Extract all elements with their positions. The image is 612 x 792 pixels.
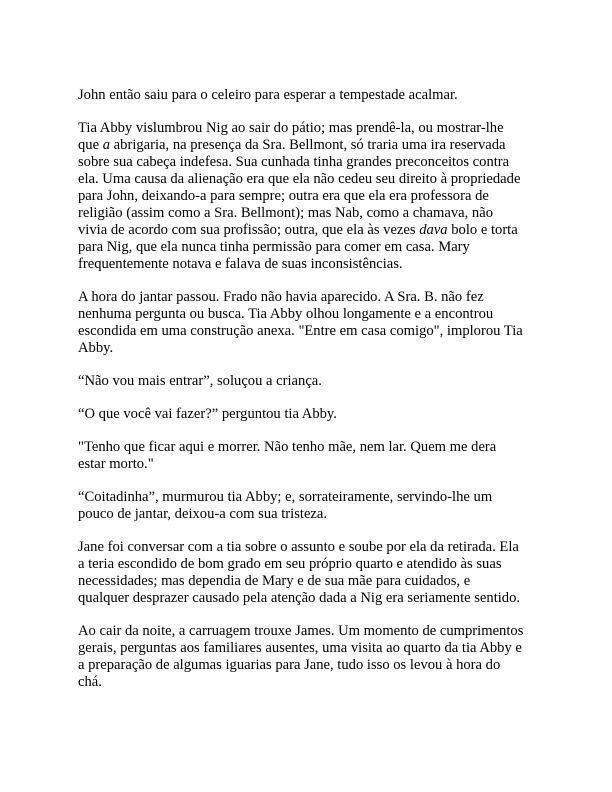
- paragraph: [78, 120, 538, 273]
- text-run: “Não vou mais entrar”, soluçou a criança.: [78, 373, 322, 389]
- text-run: A hora do jantar passou. Frado não havia aparecido. A Sra. B. não fez nenhuma pergunta ou busca. Tia Abby olhou longamente e a encontrou escondida em uma construção anexa. "Entre em casa comigo", implorou Tia Abby.: [78, 289, 523, 356]
- paragraph: [78, 289, 538, 357]
- text-run: bolo e torta para Nig, que ela nunca tinha permissão para comer em casa. Mary frequentemente notava e falava de suas inconsistências.: [78, 222, 518, 272]
- italic-run: dava: [419, 222, 448, 238]
- text-run: “O que você vai fazer?” perguntou tia Abby.: [78, 406, 337, 422]
- document-page: [78, 70, 538, 707]
- text-run: abrigaria, na presença da Sra. Bellmont, só traria uma ira reservada sobre sua cabeça indefesa. Sua cunhada tinha grandes preconceitos contra ela. Uma causa da alienação era que ela não cedeu seu direito à propriedade para John, deixando-a para sempre; outra era que ela era professora de religião (assim como a Sra. Bellmont); mas Nab, como a chamava, não vivia de acordo com sua profissão; outra, que ela às vezes: [78, 137, 521, 238]
- text-run: Ao cair da noite, a carruagem trouxe James. Um momento de cumprimentos gerais, perguntas aos familiares ausentes, uma visita ao quarto da tia Abby e a preparação de algumas iguarias para Jane, tudo isso os levou à hora do chá.: [78, 623, 524, 690]
- paragraph: [78, 539, 538, 607]
- text-run: “Coitadinha”, murmurou tia Abby; e, sorrateiramente, servindo-lhe um pouco de jantar, deixou-a com sua tristeza.: [78, 489, 493, 522]
- paragraph: [78, 373, 538, 390]
- paragraph: [78, 489, 538, 523]
- text-run: Tia Abby vislumbrou Nig ao sair do pátio; mas prendê-la, ou mostrar-lhe que: [78, 120, 504, 153]
- text-run: John então saiu para o celeiro para esperar a tempestade acalmar.: [78, 87, 458, 103]
- paragraph: [78, 439, 538, 473]
- paragraph: [78, 623, 538, 691]
- paragraph: [78, 406, 538, 423]
- paragraph: [78, 70, 538, 104]
- text-run: "Tenho que ficar aqui e morrer. Não tenho mãe, nem lar. Quem me dera estar morto.": [78, 439, 497, 472]
- italic-run: a: [102, 137, 111, 153]
- text-run: Jane foi conversar com a tia sobre o assunto e soube por ela da retirada. Ela a teria escondido de bom grado em seu próprio quarto e atendido às suas necessidades; mas dependia de Mary e de sua mãe para cuidados, e qualquer desprazer causado pela atenção dada a Nig era seriamente sentido.: [78, 539, 521, 606]
